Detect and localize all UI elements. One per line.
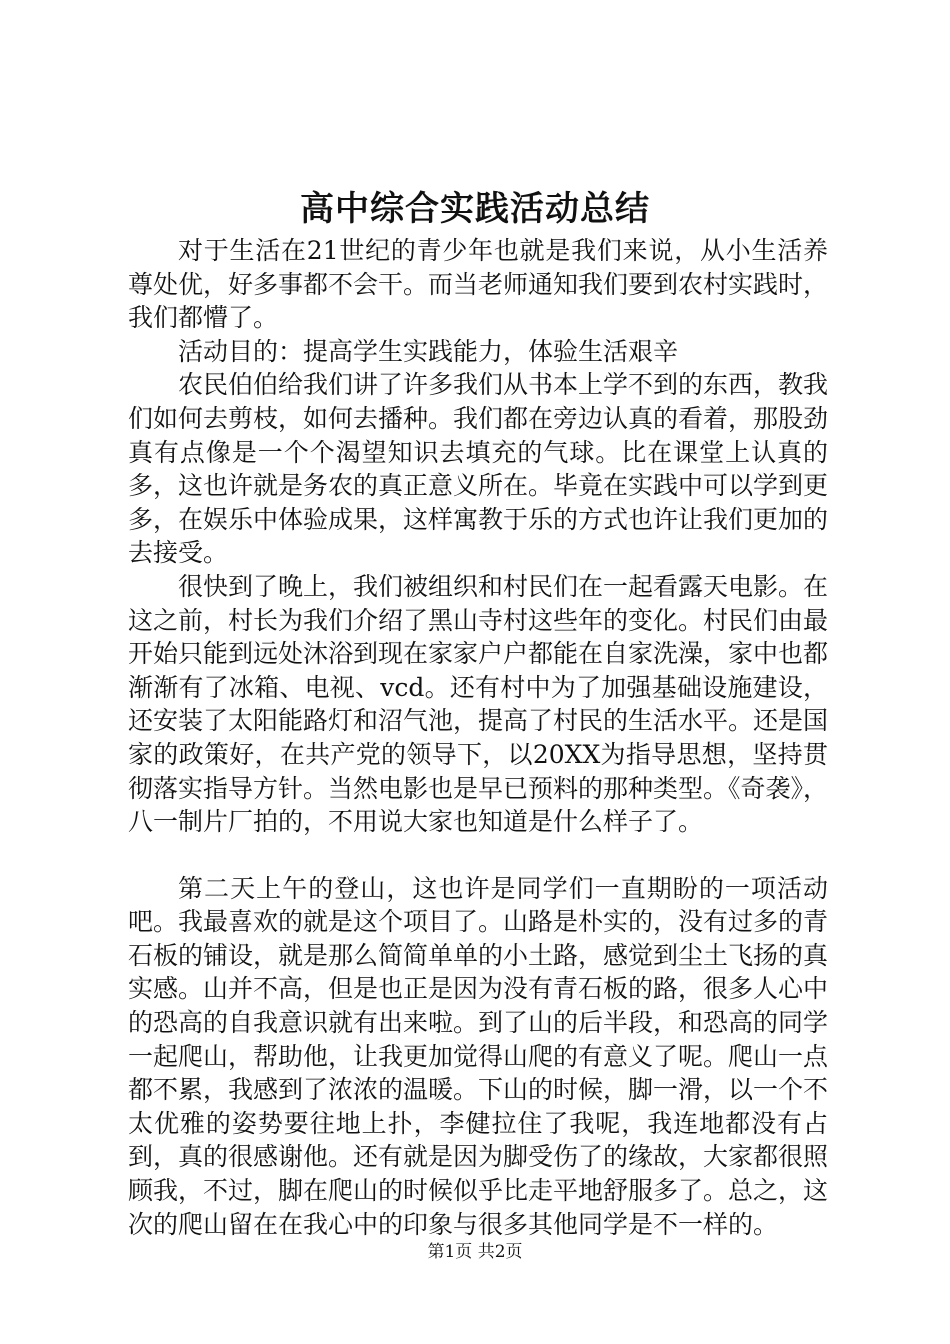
paragraph-evening-movie: 很快到了晚上，我们被组织和村民们在一起看露天电影。在这之前，村长为我们介绍了黑山寺村这些年的变化。村民们由最开始只能到远处沐浴到现在家家户户都能在自家洗澡，家中也都渐渐有了冰箱、电视、vcd。还有村中为了加强基础设施建设，还安装了太阳能路灯和沼气池，提高了村民的生活水平。还是国家的政策好，在共产党的领导下，以20XX为指导思想，坚持贯彻落实指导方针。当然电影也是早已预料的那种类型。《奇袭》，八一制片厂拍的，不用说大家也知道是什么样子了。 (128, 571, 829, 837)
document-body (128, 234, 828, 1241)
page-number-footer: 第1页 共2页 (427, 1242, 523, 1262)
document-title: 高中综合实践活动总结 (300, 189, 650, 229)
paragraph-farming: 农民伯伯给我们讲了许多我们从书本上学不到的东西，教我们如何去剪枝，如何去播种。我们都在旁边认真的看着，那股劲真有点像是一个个渴望知识去填充的气球。比在课堂上认真的多，这也许就是务农的真正意义所在。毕竟在实践中可以学到更多，在娱乐中体验成果，这样寓教于乐的方式也许让我们更加的去接受。 (128, 370, 829, 568)
paragraph-mountain-climb: 第二天上午的登山，这也许是同学们一直期盼的一项活动吧。我最喜欢的就是这个项目了。山路是朴实的，没有过多的青石板的铺设，就是那么简简单单的小土路，感觉到尘土飞扬的真实感。山并不高，但是也正是因为没有青石板的路，很多人心中的恐高的自我意识就有出来啦。到了山的后半段，和恐高的同学一起爬山，帮助他，让我更加觉得山爬的有意义了呢。爬山一点都不累，我感到了浓浓的温暖。下山的时候，脚一滑，以一个不太优雅的姿势要往地上扑，李健拉住了我呢，我连地都没有占到，真的很感谢他。还有就是因为脚受伤了的缘故，大家都很照顾我，不过，脚在爬山的时候似乎比走平地舒服多了。总之，这次的爬山留在在我心中的印象与很多其他同学是不一样的。 (128, 873, 829, 1239)
paragraph-purpose: 活动目的：提高学生实践能力，体验生活艰辛 (178, 336, 679, 366)
paragraph-intro: 对于生活在21世纪的青少年也就是我们来说，从小生活养尊处优，好多事都不会干。而当老师通知我们要到农村实践时，我们都懵了。 (128, 236, 829, 333)
